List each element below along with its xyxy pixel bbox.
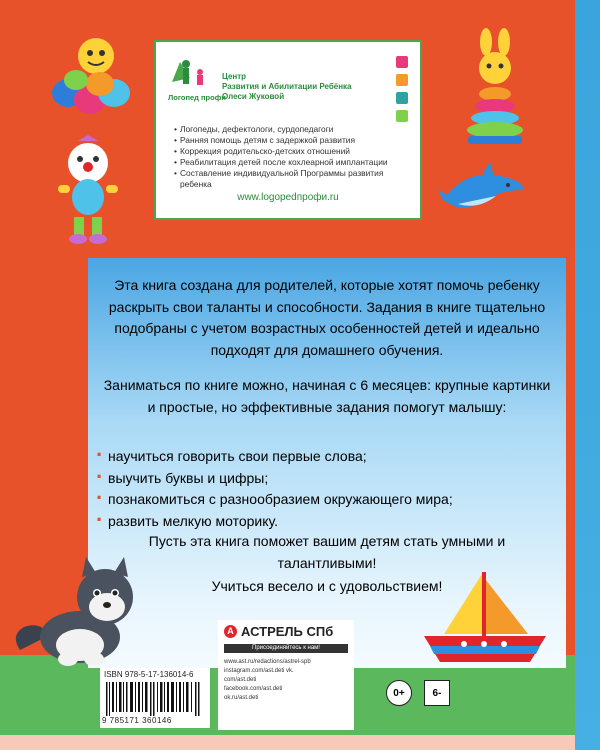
publisher-box [218,620,354,730]
ad-title [222,72,352,102]
list-item: · развить мелкую моторику. [96,511,526,533]
bunny-pyramid-illustration [460,28,530,148]
ad-heart-icons [396,56,412,128]
dolphin-illustration [438,160,528,220]
isbn-block [100,668,210,728]
publisher-logo [224,624,333,639]
publisher-website-link[interactable]: www.ast.ru/redactions/astrel-spb [224,659,311,665]
list-item: • Коррекция родительско-детских отношений [174,146,414,157]
description-paragraph-4: Учиться весело и с удовольствием! [211,578,443,594]
skills-list [96,446,526,532]
husky-toy-illustration [10,555,140,670]
ad-title-line1: Центр [222,72,247,81]
ad-title-line2: Развития и Абилитации Ребёнка [222,82,352,91]
logoped-profi-logo [166,52,226,107]
logo-text: Логопед профи [168,93,226,102]
barcode-digits: 9 785171 360146 [102,716,172,725]
heart-icon [396,74,408,86]
description-paragraph-3: Пусть эта книга поможет вашим детям стать умными и талантливыми! [148,533,506,571]
publisher-links [224,658,311,703]
ad-title-line3: Олеси Жуковой [222,92,285,101]
rattle-toy-illustration [38,38,138,118]
ad-website-link[interactable]: www.logopedпрофи.ru [237,192,339,203]
heart-icon [396,92,408,104]
ad-services-list [174,124,414,190]
min-age-badge: 6- [424,680,450,706]
clown-toy-illustration [50,135,130,245]
list-item: • Составление индивидуальной Программы развития ребенка [174,168,414,190]
list-item: • Реабилитация детей после кохлеарной имплантации [174,157,414,168]
ok-link[interactable]: ok.ru/ast.deti [224,695,259,701]
description-paragraph-2: Заниматься по книге можно, начиная с 6 месяцев: крупные картинки и простые, но эффективные задания помогут малышу: [103,377,551,415]
list-item: · научиться говорить свои первые слова; [96,446,526,468]
list-item: · познакомиться с разнообразием окружающего мира; [96,489,526,511]
heart-icon [396,56,408,68]
bottom-strip [0,735,575,750]
spine [575,0,600,750]
list-item: • Ранняя помощь детям с задержкой развития [174,135,414,146]
heart-icon [396,110,408,122]
vk-link[interactable]: com/ast.deti [224,677,257,683]
barcode-icon [104,682,204,716]
isbn-number: ISBN 978-5-17-136014-6 [104,670,194,679]
follow-us-banner: Присоединяйтесь к нам! [224,644,348,653]
astrel-logo-icon: А [224,625,237,638]
publisher-name: АСТРЕЛЬ СПб [241,624,334,639]
ad-box [154,40,422,220]
age-rating-badge: 0+ [386,680,412,706]
description-paragraph-1: Эта книга создана для родителей, которые хотят помочь ребенку раскрыть свои таланты и способности. Задания в книге тщательно подобраны с учетом возрастных особенностей детей и идеально подходят для домашнего обучения. [108,277,546,358]
instagram-link[interactable]: instagram.com/ast.deti vk. [224,668,294,674]
list-item: · выучить буквы и цифры; [96,468,526,490]
facebook-link[interactable]: facebook.com/ast.deti [224,686,283,692]
list-item: • Логопеды, дефектологи, сурдопедагоги [174,124,414,135]
sailboat-toy-illustration [420,570,550,670]
